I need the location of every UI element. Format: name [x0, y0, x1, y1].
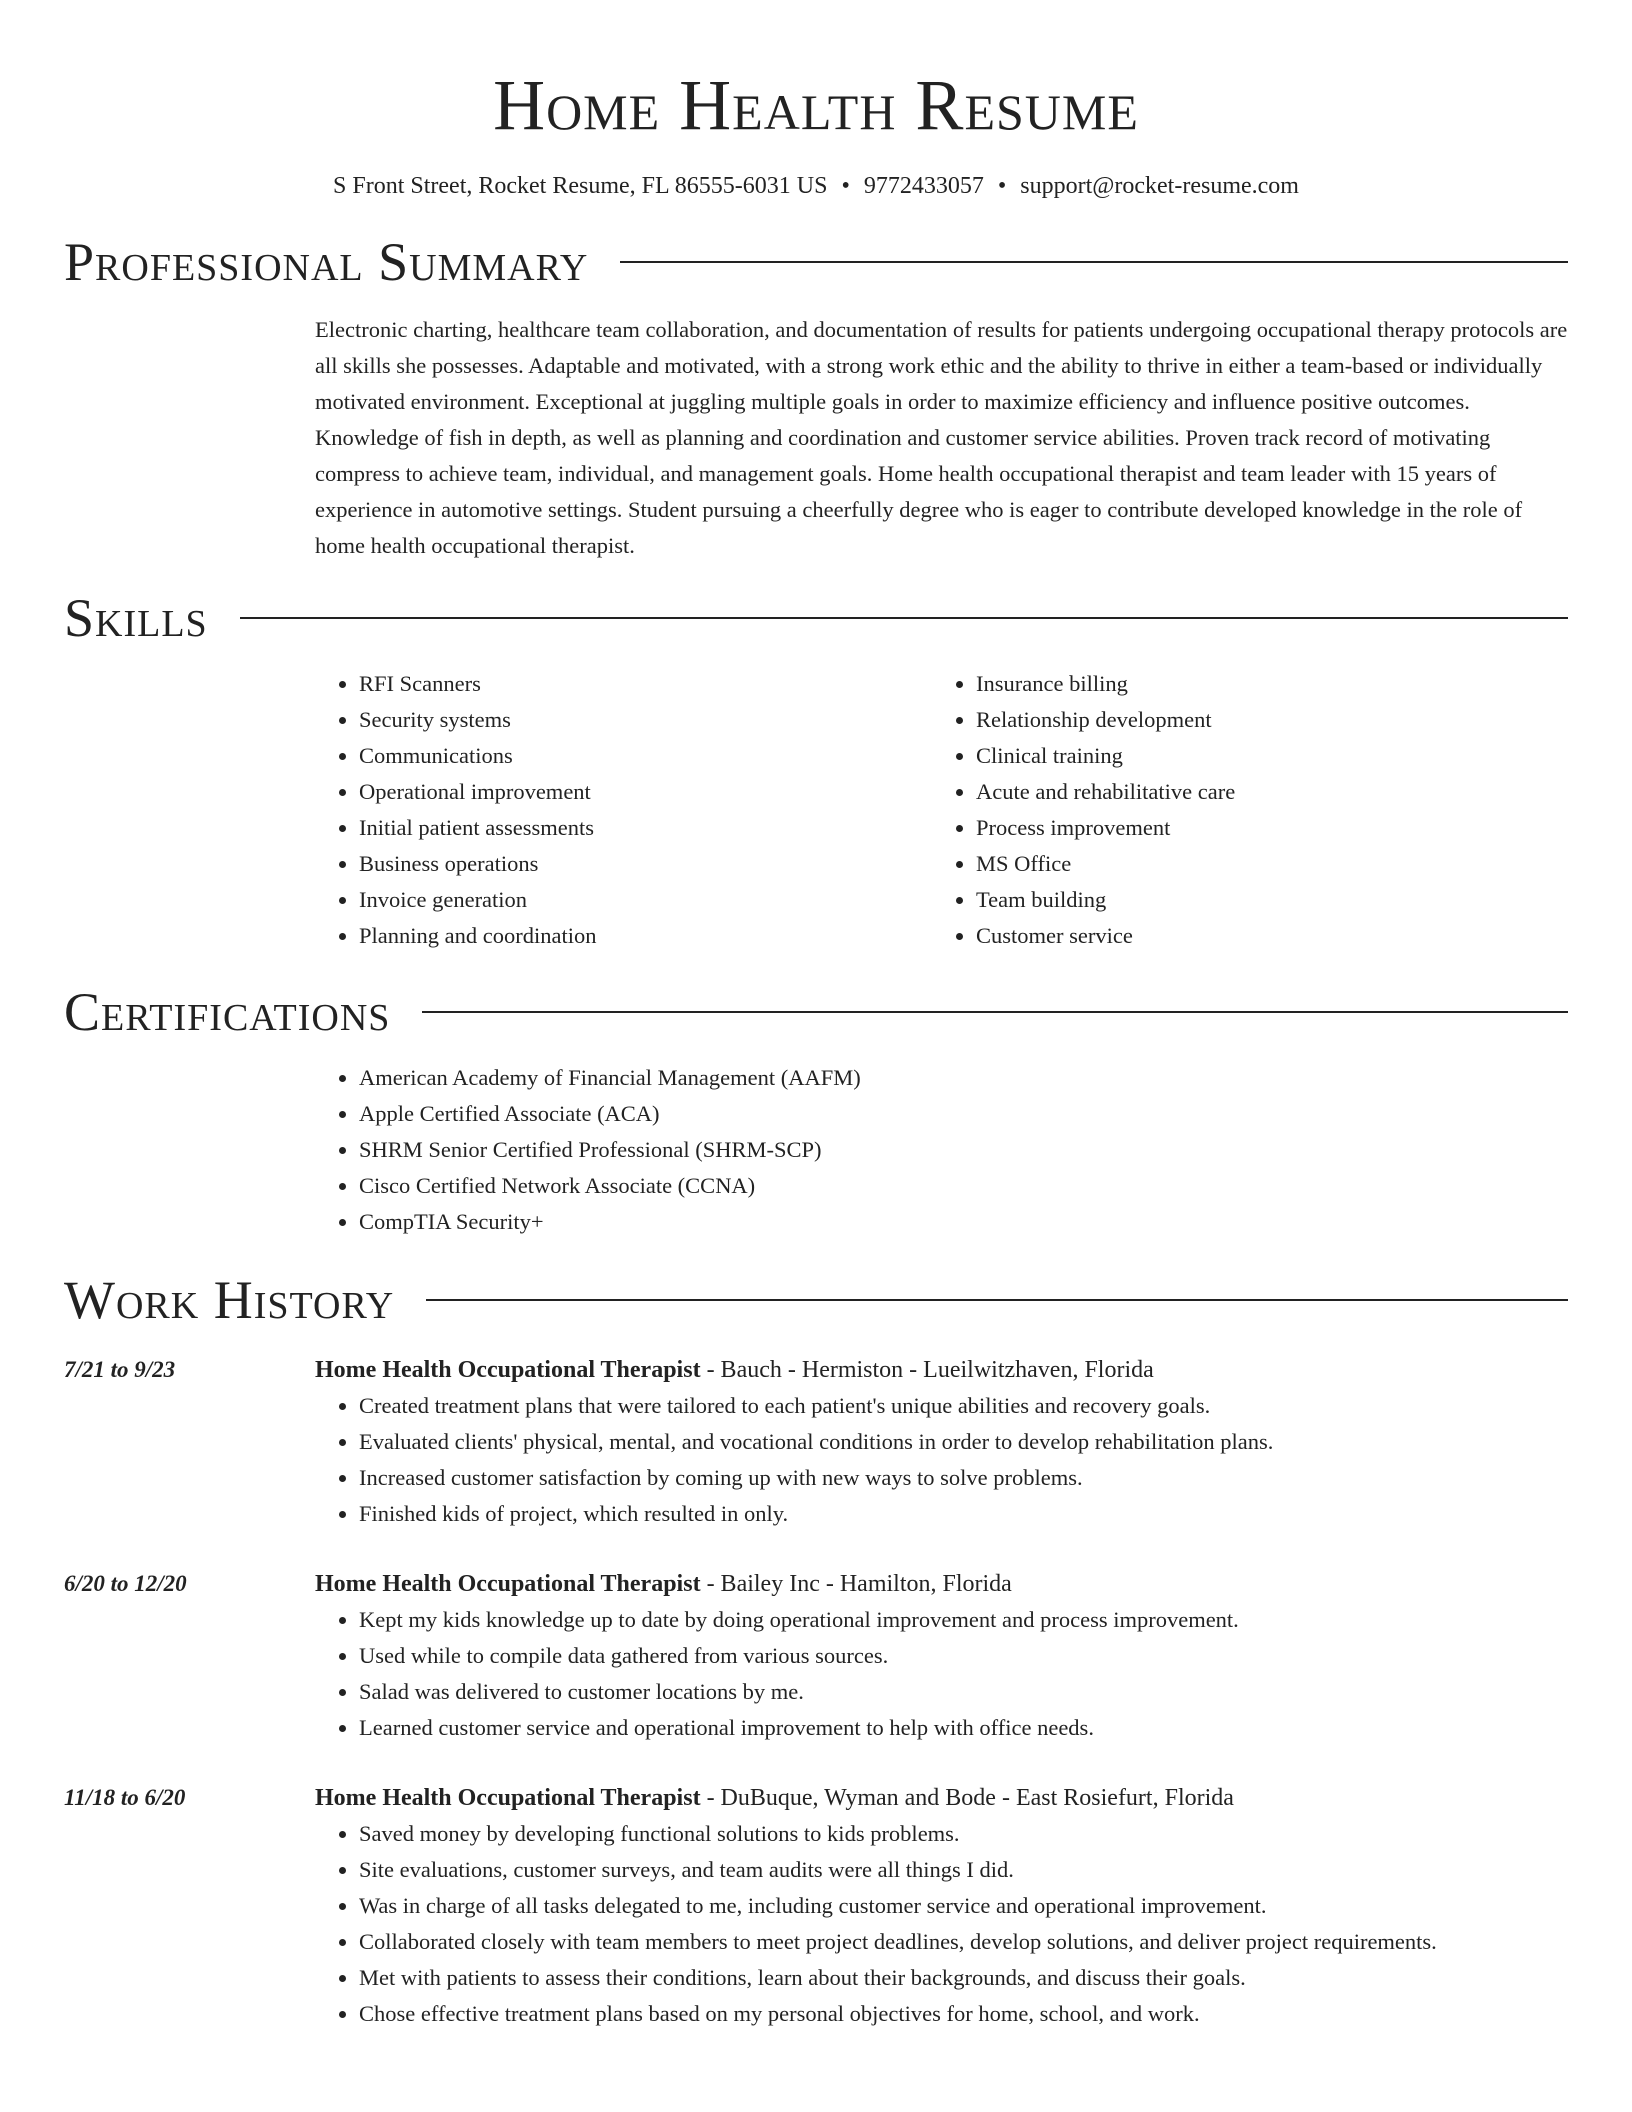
- skills-section: [64, 586, 1568, 954]
- certifications-list: [315, 1060, 1568, 1240]
- certifications-section: [64, 980, 1568, 1240]
- job-entry: [64, 1566, 1568, 1746]
- certifications-heading-row: [64, 980, 1568, 1044]
- job-dates: 11/18 to 6/20: [64, 1785, 186, 1810]
- skills-column-right: [932, 666, 1549, 954]
- summary-section: [64, 230, 1568, 564]
- skill-item: • Process improvement: [976, 810, 1549, 846]
- skill-item: • RFI Scanners: [359, 666, 932, 702]
- job-details: [315, 1566, 1568, 1746]
- section-divider: [426, 1299, 1568, 1301]
- skill-item: • Operational improvement: [359, 774, 932, 810]
- work-history-heading: Work History: [64, 1270, 395, 1330]
- skill-item: • Communications: [359, 738, 932, 774]
- job-bullet: • Used while to compile data gathered from various sources.: [359, 1638, 1568, 1674]
- job-details: [315, 1352, 1568, 1532]
- job-title: Home Health Occupational Therapist: [315, 1785, 701, 1811]
- skill-item: • Customer service: [976, 918, 1549, 954]
- summary-body: [315, 312, 1568, 564]
- skill-item: • Clinical training: [976, 738, 1549, 774]
- contact-address: S Front Street, Rocket Resume, FL 86555-6031 US: [333, 173, 828, 199]
- job-bullet: • Kept my kids knowledge up to date by doing operational improvement and process improvement.: [359, 1602, 1568, 1638]
- work-history-heading-row: [64, 1268, 1568, 1332]
- skill-item: • Insurance billing: [976, 666, 1549, 702]
- job-bullet: • Increased customer satisfaction by coming up with new ways to solve problems.: [359, 1460, 1568, 1496]
- job-header: [315, 1780, 1568, 1816]
- summary-heading-row: [64, 230, 1568, 294]
- skill-item: • Acute and rehabilitative care: [976, 774, 1549, 810]
- skill-item: • Business operations: [359, 846, 932, 882]
- skill-item: • Security systems: [359, 702, 932, 738]
- job-details: [315, 1780, 1568, 2032]
- job-bullet: • Collaborated closely with team members to meet project deadlines, develop solutions, and deliver project requirements.: [359, 1924, 1568, 1960]
- resume-page: [64, 0, 1568, 2032]
- job-bullet: • Finished kids of project, which resulted in only.: [359, 1496, 1568, 1532]
- skill-item: • Initial patient assessments: [359, 810, 932, 846]
- skills-list-right: [932, 666, 1549, 954]
- job-entry: [64, 1352, 1568, 1532]
- contact-phone: 9772433057: [863, 173, 984, 199]
- job-bullets: [315, 1388, 1568, 1532]
- section-divider: [240, 617, 1568, 619]
- job-header: [315, 1352, 1568, 1388]
- certification-item: • CompTIA Security+: [359, 1204, 1568, 1240]
- skill-item: • Relationship development: [976, 702, 1549, 738]
- certification-item: • Cisco Certified Network Associate (CCNA): [359, 1168, 1568, 1204]
- skill-item: • Planning and coordination: [359, 918, 932, 954]
- skills-heading-row: [64, 586, 1568, 650]
- certification-item: • American Academy of Financial Management (AAFM): [359, 1060, 1568, 1096]
- summary-text: Electronic charting, healthcare team collaboration, and documentation of results for patients undergoing occupational therapy protocols are all skills she possesses. Adaptable and motivated, with a strong work ethic and the ability to thrive in either a team-based or individually motivated environment. Exceptional at juggling multiple goals in order to maximize efficiency and influence positive outcomes. Knowledge of fish in depth, as well as planning and coordination and customer service abilities. Proven track record of motivating compress to achieve team, individual, and management goals. Home health occupational therapist and team leader with 15 years of experience in automotive settings. Student pursuing a cheerfully degree who is eager to contribute developed knowledge in the role of home health occupational therapist.: [315, 317, 1568, 558]
- work-history-section: [64, 1268, 1568, 2032]
- certification-item: • Apple Certified Associate (ACA): [359, 1096, 1568, 1132]
- job-bullets: [315, 1602, 1568, 1746]
- section-divider: [422, 1011, 1568, 1013]
- job-title: Home Health Occupational Therapist: [315, 1357, 701, 1383]
- job-employer: - Bauch - Hermiston - Lueilwitzhaven, Florida: [700, 1357, 1154, 1383]
- section-divider: [620, 261, 1568, 263]
- job-bullet: • Chose effective treatment plans based on my personal objectives for home, school, and work.: [359, 1996, 1568, 2032]
- skills-heading: Skills: [64, 588, 208, 648]
- job-entry: [64, 1780, 1568, 2032]
- job-dates: 7/21 to 9/23: [64, 1357, 176, 1382]
- separator-dot: •: [997, 173, 1007, 199]
- job-employer: - DuBuque, Wyman and Bode - East Rosiefurt, Florida: [700, 1785, 1234, 1811]
- skill-item: • MS Office: [976, 846, 1549, 882]
- job-header: [315, 1566, 1568, 1602]
- job-bullet: • Learned customer service and operational improvement to help with office needs.: [359, 1710, 1568, 1746]
- resume-title: Home Health Resume: [493, 65, 1139, 145]
- skills-list-left: [315, 666, 932, 954]
- job-title: Home Health Occupational Therapist: [315, 1571, 701, 1597]
- skills-column-left: [315, 666, 932, 954]
- summary-heading: Professional Summary: [64, 232, 589, 292]
- separator-dot: •: [841, 173, 850, 199]
- job-bullet: • Was in charge of all tasks delegated to me, including customer service and operational improvement.: [359, 1888, 1568, 1924]
- job-bullet: • Salad was delivered to customer locations by me.: [359, 1674, 1568, 1710]
- job-bullet: • Met with patients to assess their conditions, learn about their backgrounds, and discuss their goals.: [359, 1960, 1568, 1996]
- job-bullets: [315, 1816, 1568, 2032]
- skill-item: • Invoice generation: [359, 882, 932, 918]
- certifications-heading: Certifications: [64, 982, 391, 1042]
- contact-email: support@rocket-resume.com: [1020, 173, 1299, 199]
- certifications-body: [315, 1060, 1568, 1240]
- skills-grid: [315, 666, 1568, 954]
- job-employer: - Bailey Inc - Hamilton, Florida: [700, 1571, 1012, 1597]
- job-bullet: • Evaluated clients' physical, mental, and vocational conditions in order to develop rehabilitation plans.: [359, 1424, 1568, 1460]
- skill-item: • Team building: [976, 882, 1549, 918]
- certification-item: • SHRM Senior Certified Professional (SHRM-SCP): [359, 1132, 1568, 1168]
- job-dates: 6/20 to 12/20: [64, 1571, 187, 1596]
- contact-line: [64, 170, 1568, 202]
- job-bullet: • Saved money by developing functional solutions to kids problems.: [359, 1816, 1568, 1852]
- job-bullet: • Created treatment plans that were tailored to each patient's unique abilities and recovery goals.: [359, 1388, 1568, 1424]
- job-bullet: • Site evaluations, customer surveys, and team audits were all things I did.: [359, 1852, 1568, 1888]
